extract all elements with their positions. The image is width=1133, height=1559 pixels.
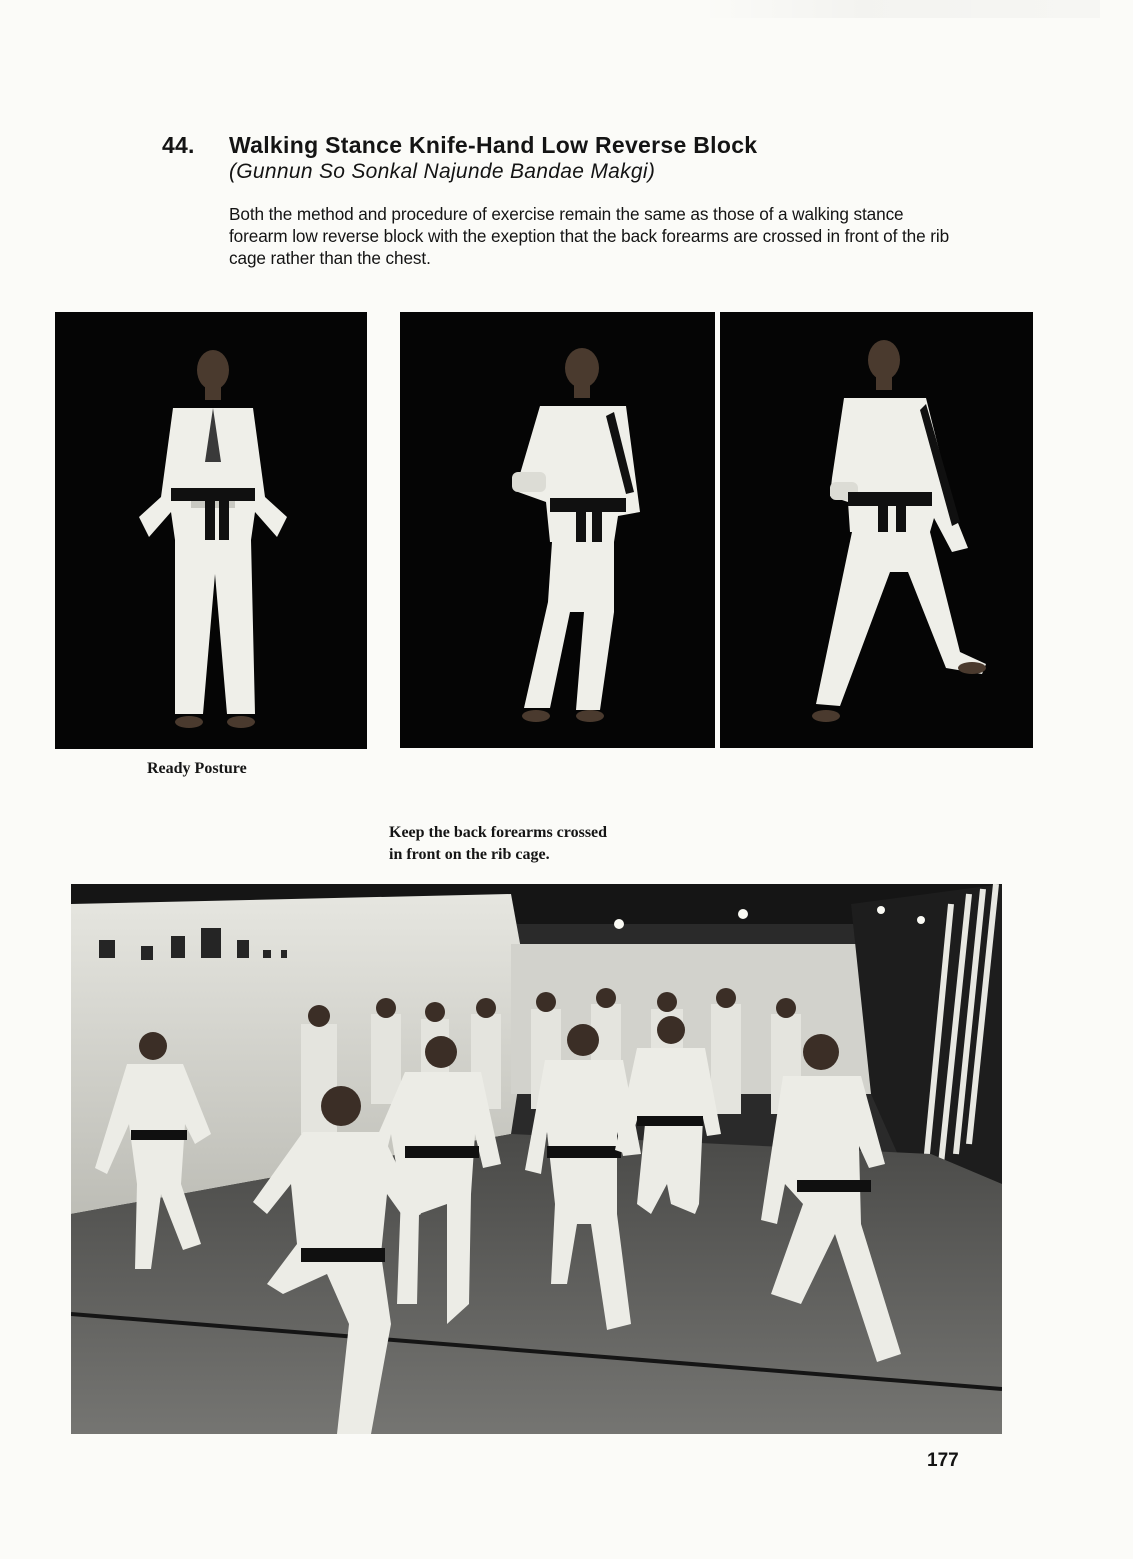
class-training-photo: [71, 884, 1002, 1434]
forearms-caption-line-2: in front on the rib cage.: [389, 846, 550, 863]
forearms-caption-line-1: Keep the back forearms crossed: [389, 824, 608, 841]
section-number: 44.: [162, 132, 195, 158]
page-number: 177: [927, 1450, 959, 1471]
step-one-photo: [400, 312, 715, 748]
step-two-photo: [720, 312, 1033, 748]
forearms-caption: [389, 822, 709, 866]
scan-edge-shadow: [700, 0, 1100, 18]
ready-posture-caption: Ready Posture: [147, 760, 247, 777]
body-paragraph: Both the method and procedure of exercise remain the same as those of a walking stance forearm low reverse block with the exeption that the back forearms are crossed in front of the rib cage rather than the chest.: [229, 204, 950, 268]
ready-posture-photo: [55, 312, 367, 749]
section-title: Walking Stance Knife-Hand Low Reverse Block: [229, 132, 758, 158]
section-subtitle: (Gunnun So Sonkal Najunde Bandae Makgi): [229, 160, 656, 183]
